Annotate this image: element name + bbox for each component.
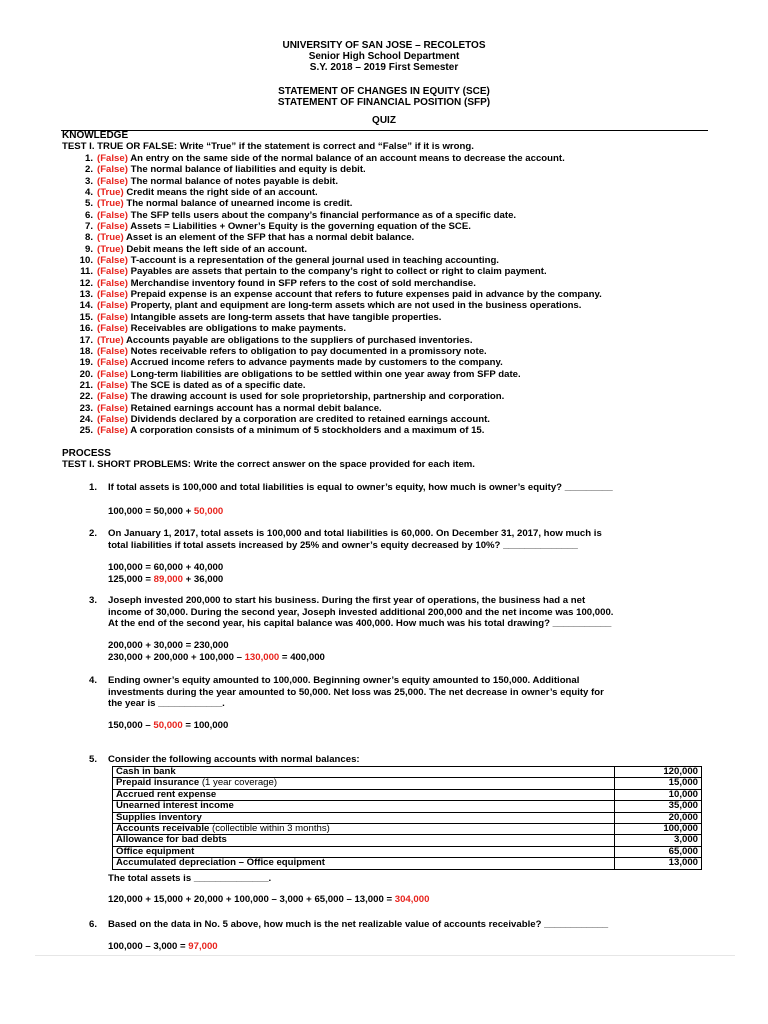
item-number: 13. (79, 289, 93, 301)
item-statement: Assets = Liabilities + Owner’s Equity is the governing equation of the SCE. (130, 221, 471, 233)
item-answer: (False) (97, 300, 128, 312)
item-number: 7. (84, 221, 93, 233)
account-row (113, 858, 702, 869)
item-answer: (False) (97, 255, 128, 267)
problem-5-solution (108, 894, 429, 906)
account-row (113, 812, 702, 823)
account-name: Accounts receivable (116, 823, 210, 835)
problem-number: 4. (88, 675, 97, 686)
account-row (113, 801, 702, 812)
item-statement: Notes receivable refers to obligation to pay documented in a promissory note. (130, 345, 487, 357)
item-number: 22. (79, 391, 93, 403)
document-header (0, 40, 768, 108)
true-false-item (62, 164, 722, 175)
account-name: Accumulated depreciation – Office equipment (116, 857, 325, 869)
item-answer: (False) (97, 345, 128, 357)
total-assets-question: The total assets is ______________. (108, 873, 272, 884)
item-statement: Merchandise inventory found in SFP refers to the cost of sold merchandise. (130, 277, 476, 289)
true-false-item (62, 403, 722, 414)
item-number: 19. (79, 357, 93, 369)
title-line-1: STATEMENT OF CHANGES IN EQUITY (SCE) (278, 86, 490, 97)
item-answer: (False) (97, 413, 128, 425)
true-false-item (62, 289, 722, 300)
item-number: 12. (79, 277, 93, 289)
item-statement: The normal balance of unearned income is credit. (126, 198, 353, 210)
problem-text: If total assets is 100,000 and total liabilities is equal to owner’s equity, how much is owner’s equity? _________ (108, 482, 613, 493)
true-false-item (62, 176, 722, 187)
university-name: UNIVERSITY OF SAN JOSE – RECOLETOS (282, 40, 486, 51)
problem-number: 5. (88, 754, 97, 765)
problem-2-solution (108, 562, 223, 585)
item-number: 17. (79, 334, 93, 346)
answer-value: 50,000 (193, 506, 224, 517)
problem-text: Ending owner’s equity amounted to 100,000. Beginning owner’s equity amounted to 150,000. Additional (108, 675, 580, 686)
item-statement: The SFP tells users about the company’s financial performance as of a specific date. (130, 209, 517, 221)
item-number: 25. (79, 425, 93, 437)
item-answer: (True) (97, 334, 124, 346)
account-note: (collectible within 3 months) (209, 823, 330, 835)
item-statement: Receivables are obligations to make payments. (130, 323, 347, 335)
item-number: 6. (84, 209, 93, 221)
problem-text: Joseph invested 200,000 to start his business. During the first year of operations, the business had a net (108, 595, 586, 606)
solution-line (108, 574, 223, 586)
item-statement: Accounts payable are obligations to the suppliers of purchased inventories. (125, 334, 473, 346)
solution-text: = 100,000 (182, 720, 229, 731)
account-name: Supplies inventory (116, 811, 202, 823)
true-false-item (62, 357, 722, 368)
title-line-2: STATEMENT OF FINANCIAL POSITION (SFP) (277, 97, 491, 108)
problem-2 (62, 528, 722, 551)
account-name-cell (113, 812, 615, 823)
item-number: 1. (84, 153, 93, 164)
page-bottom-divider (35, 955, 735, 956)
true-false-instructions: TEST I. TRUE OR FALSE: Write “True” if the statement is correct and “False” if it is wrong. (62, 141, 474, 152)
problem-text: Consider the following accounts with normal balances: (108, 754, 360, 765)
item-answer: (False) (97, 323, 128, 335)
true-false-item (62, 221, 722, 232)
account-name-cell (113, 801, 615, 812)
true-false-item (62, 210, 722, 221)
account-name-cell (113, 789, 615, 800)
item-statement: Dividends declared by a corporation are credited to retained earnings account. (130, 413, 490, 425)
item-answer: (False) (97, 311, 128, 323)
account-amount: 35,000 (615, 801, 702, 812)
item-number: 24. (79, 413, 93, 425)
item-statement: Asset is an element of the SFP that has a normal debit balance. (125, 232, 415, 244)
solution-text: 100,000 – 3,000 = (108, 941, 189, 952)
item-answer: (False) (97, 221, 128, 233)
item-number: 14. (79, 300, 93, 312)
item-statement: Debit means the left side of an account. (126, 243, 308, 255)
problem-number: 2. (88, 528, 97, 539)
account-note: (1 year coverage) (199, 777, 278, 789)
account-amount: 120,000 (615, 767, 702, 778)
solution-line: 200,000 + 30,000 = 230,000 (108, 640, 229, 651)
account-name-cell (113, 858, 615, 869)
answer-value: 130,000 (244, 651, 280, 663)
problem-text: the year is ____________. (108, 698, 225, 709)
account-name: Accrued rent expense (116, 788, 217, 800)
problem-1-solution (108, 506, 223, 518)
solution-line (108, 652, 325, 664)
item-number: 15. (79, 311, 93, 323)
answer-value: 97,000 (188, 941, 218, 952)
true-false-item (62, 369, 722, 380)
solution-text: + 36,000 (182, 573, 224, 585)
true-false-item (62, 380, 722, 391)
item-statement: A corporation consists of a minimum of 5 stockholders and a maximum of 15. (130, 425, 485, 437)
problem-number: 6. (88, 919, 97, 930)
problem-text: Based on the data in No. 5 above, how much is the net realizable value of accounts receivable? ____________ (108, 919, 609, 930)
account-amount: 10,000 (615, 789, 702, 800)
item-number: 2. (84, 164, 93, 176)
item-statement: Credit means the right side of an account. (126, 187, 318, 199)
solution-text: = 400,000 (279, 651, 325, 663)
process-label: PROCESS (62, 448, 111, 459)
account-row (113, 824, 702, 835)
true-false-item (62, 244, 722, 255)
true-false-item (62, 346, 722, 357)
header-divider (61, 130, 708, 131)
account-name-cell (113, 767, 615, 778)
item-statement: The SCE is dated as of a specific date. (130, 379, 306, 391)
problem-5 (62, 754, 722, 766)
item-number: 10. (79, 255, 93, 267)
true-false-item (62, 391, 722, 402)
item-answer: (False) (97, 277, 128, 289)
problem-3-solution (108, 640, 325, 663)
item-number: 8. (84, 232, 93, 244)
item-statement: Prepaid expense is an expense account that refers to future expenses paid in advance by the company. (130, 289, 602, 301)
item-number: 9. (84, 243, 93, 255)
school-year: S.Y. 2018 – 2019 First Semester (309, 62, 459, 73)
problem-6-solution (108, 941, 218, 953)
account-row (113, 835, 702, 846)
problem-3 (62, 595, 722, 630)
true-false-item (62, 187, 722, 198)
true-false-item (62, 278, 722, 289)
item-answer: (False) (97, 209, 128, 221)
true-false-item (62, 266, 722, 277)
account-amount: 3,000 (615, 835, 702, 846)
item-number: 3. (84, 175, 93, 187)
item-answer: (False) (97, 379, 128, 391)
item-statement: Long-term liabilities are obligations to be settled within one year away from SFP date. (130, 368, 521, 380)
item-answer: (False) (97, 153, 128, 164)
item-statement: An entry on the same side of the normal balance of an account means to decrease the account. (130, 153, 565, 164)
item-answer: (True) (97, 187, 124, 199)
item-number: 4. (84, 187, 93, 199)
problem-text: On January 1, 2017, total assets is 100,000 and total liabilities is 60,000. On December 31, 2017, how much is (108, 528, 602, 539)
item-statement: Payables are assets that pertain to the company’s right to collect or right to claim payment. (130, 266, 547, 278)
item-number: 11. (80, 266, 93, 278)
item-answer: (True) (97, 198, 124, 210)
item-statement: The normal balance of liabilities and equity is debit. (130, 164, 366, 176)
account-name: Prepaid insurance (116, 777, 200, 789)
problem-text: investments during the year amounted to 50,000. Net loss was 25,000. The net decrease in owner’s equity for (108, 686, 604, 698)
problem-4-solution (108, 720, 228, 732)
account-amount: 15,000 (615, 778, 702, 789)
item-number: 16. (79, 323, 93, 335)
true-false-item (62, 414, 722, 425)
solution-text: 125,000 = (108, 573, 154, 585)
item-number: 23. (79, 402, 93, 414)
problem-number: 1. (88, 482, 97, 493)
item-statement: T-account is a representation of the general journal used in teaching accounting. (130, 255, 499, 267)
problem-6 (62, 919, 722, 931)
answer-value: 89,000 (153, 573, 183, 585)
item-statement: Retained earnings account has a normal debit balance. (130, 402, 382, 414)
solution-text: 120,000 + 15,000 + 20,000 + 100,000 – 3,000 + 65,000 – 13,000 = (108, 894, 395, 905)
item-statement: The drawing account is used for sole proprietorship, partnership and corporation. (130, 391, 505, 403)
item-answer: (False) (97, 425, 128, 437)
true-false-item (62, 153, 722, 164)
item-answer: (False) (97, 289, 128, 301)
problem-text: income of 30,000. During the second year, Joseph invested additional 200,000 and the net income was 100,000. (108, 606, 614, 618)
solution-line: 100,000 = 60,000 + 40,000 (108, 562, 224, 573)
account-name: Unearned interest income (116, 800, 234, 812)
item-answer: (True) (97, 232, 124, 244)
item-statement: Accrued income refers to advance payments made by customers to the company. (130, 357, 503, 369)
item-number: 18. (79, 345, 93, 357)
item-statement: The normal balance of notes payable is debit. (130, 175, 338, 187)
true-false-item (62, 198, 722, 209)
item-number: 5. (84, 198, 93, 210)
quiz-label: QUIZ (372, 115, 396, 126)
item-statement: Property, plant and equipment are long-term assets which are not used in the business operations. (130, 300, 582, 312)
true-false-item (62, 335, 722, 346)
account-row (113, 846, 702, 857)
account-name: Cash in bank (116, 766, 176, 777)
account-amount: 65,000 (615, 846, 702, 857)
problem-text: At the end of the second year, his capital balance was 400,000. How much was his total drawing? ___________ (108, 618, 612, 629)
item-answer: (False) (97, 391, 128, 403)
account-name-cell (113, 846, 615, 857)
account-name: Allowance for bad debts (116, 834, 227, 846)
account-name-cell (113, 824, 615, 835)
problem-text: total liabilities if total assets increased by 25% and owner’s equity decreased by 10%? ______________ (108, 539, 578, 551)
item-answer: (False) (97, 266, 128, 278)
account-row (113, 778, 702, 789)
account-name: Office equipment (116, 845, 195, 857)
solution-text: 230,000 + 200,000 + 100,000 – (108, 651, 245, 663)
item-answer: (False) (97, 175, 128, 187)
true-false-item (62, 425, 722, 436)
knowledge-label: KNOWLEDGE (62, 130, 129, 141)
item-statement: Intangible assets are long-term assets that have tangible properties. (130, 311, 442, 323)
account-row (113, 789, 702, 800)
account-row (113, 767, 702, 778)
department-name: Senior High School Department (308, 51, 460, 62)
account-name-cell (113, 778, 615, 789)
problem-4 (62, 675, 722, 710)
item-answer: (False) (97, 368, 128, 380)
short-problems-instructions: TEST I. SHORT PROBLEMS: Write the correct answer on the space provided for each item. (62, 459, 475, 470)
item-answer: (False) (97, 164, 128, 176)
account-amount: 13,000 (615, 858, 702, 869)
item-answer: (True) (97, 243, 124, 255)
item-answer: (False) (97, 402, 128, 414)
accounts-table (112, 766, 702, 870)
answer-value: 50,000 (153, 720, 183, 731)
account-amount: 100,000 (615, 824, 702, 835)
problem-number: 3. (88, 595, 97, 606)
account-name-cell (113, 835, 615, 846)
item-number: 20. (79, 368, 93, 380)
true-false-item (62, 312, 722, 323)
true-false-item (62, 232, 722, 243)
solution-text: 150,000 – (108, 720, 154, 731)
true-false-item (62, 323, 722, 334)
true-false-item (62, 255, 722, 266)
solution-text: 100,000 = 50,000 + (108, 506, 194, 517)
item-answer: (False) (97, 357, 128, 369)
account-amount: 20,000 (615, 812, 702, 823)
answer-value: 304,000 (394, 894, 430, 905)
item-number: 21. (79, 379, 93, 391)
problem-1 (62, 482, 722, 494)
true-false-item (62, 300, 722, 311)
true-false-list (62, 153, 722, 437)
